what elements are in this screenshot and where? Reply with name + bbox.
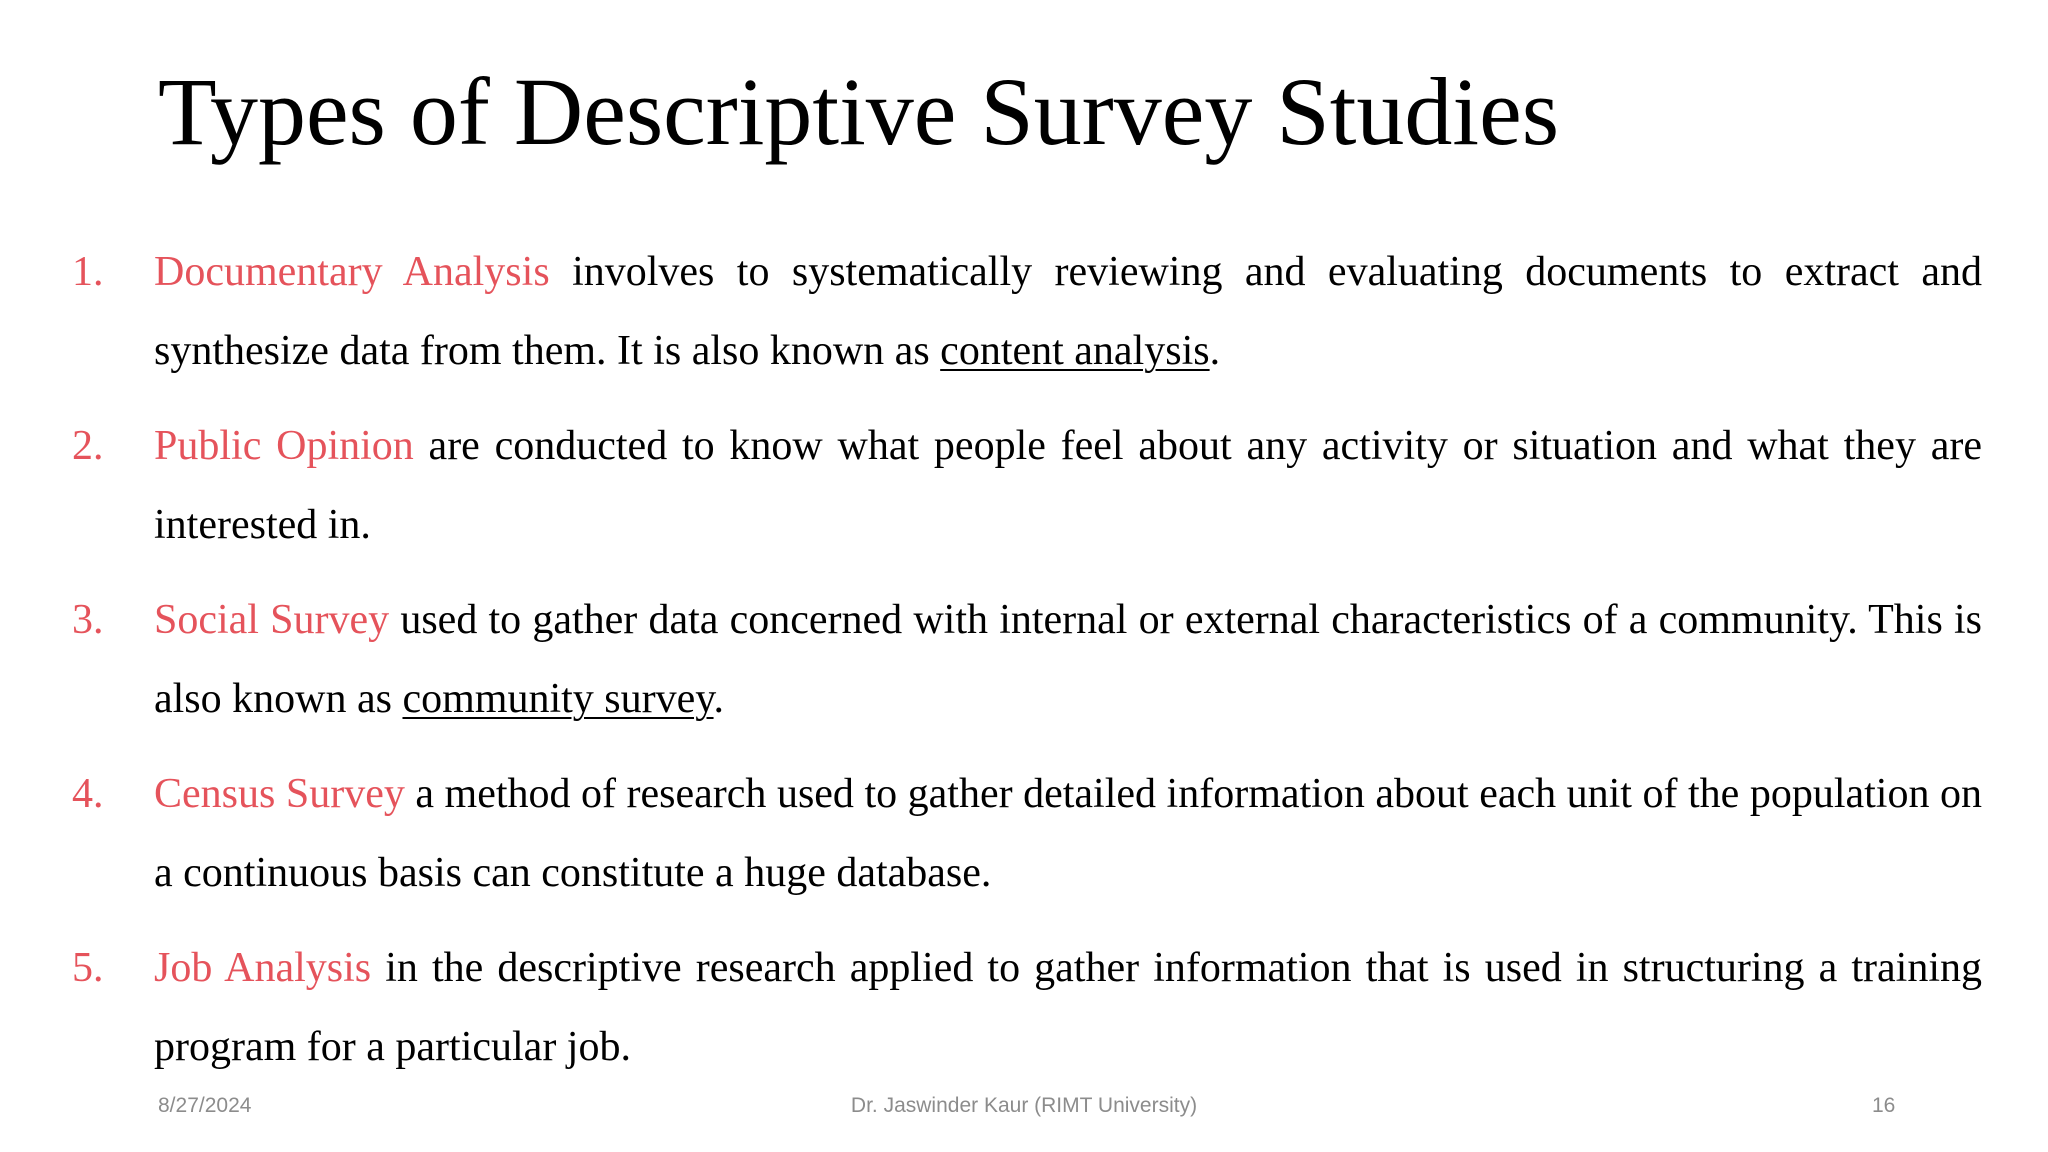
item-text-end: .: [1209, 328, 1221, 374]
item-text-end: .: [713, 676, 725, 722]
item-text: in the descriptive research applied to gather information that is used in structuring a training program for a particular job.: [154, 945, 1982, 1070]
item-underlined-term: content analysis: [940, 328, 1210, 374]
item-underlined-term: community survey: [402, 676, 714, 722]
item-text: used to gather data concerned with internal or external characteristics of a community. This is also known as: [154, 597, 1983, 722]
item-text: are conducted to know what people feel about any activity or situation and what they are interested in.: [154, 423, 1982, 548]
item-number: 4.: [72, 771, 104, 817]
list-item: [72, 233, 1982, 391]
list-item: [72, 581, 1982, 739]
item-term: Social Survey: [154, 597, 390, 643]
list-item: [72, 929, 1982, 1087]
item-term: Census Survey: [154, 771, 405, 817]
item-number: 5.: [72, 945, 104, 991]
slide-title: Types of Descriptive Survey Studies: [158, 58, 1560, 165]
item-term: Job Analysis: [154, 945, 372, 991]
item-text: a method of research used to gather detailed information about each unit of the population on a continuous basis can constitute a huge database.: [154, 771, 1982, 896]
item-number: 3.: [72, 597, 104, 643]
page-number: 16: [1872, 1094, 1896, 1117]
item-term: Documentary Analysis: [154, 249, 550, 295]
item-number: 1.: [72, 249, 104, 295]
item-text: involves to systematically reviewing and evaluating documents to extract and synthesize data from them. It is also known as: [154, 249, 1982, 374]
list-item: [72, 407, 1982, 565]
item-number: 2.: [72, 423, 104, 469]
survey-types-list: [72, 233, 1982, 1103]
list-item: [72, 755, 1982, 913]
footer-date: 8/27/2024: [158, 1094, 252, 1117]
footer-author: Dr. Jaswinder Kaur (RIMT University): [850, 1094, 1198, 1117]
item-term: Public Opinion: [154, 423, 414, 469]
